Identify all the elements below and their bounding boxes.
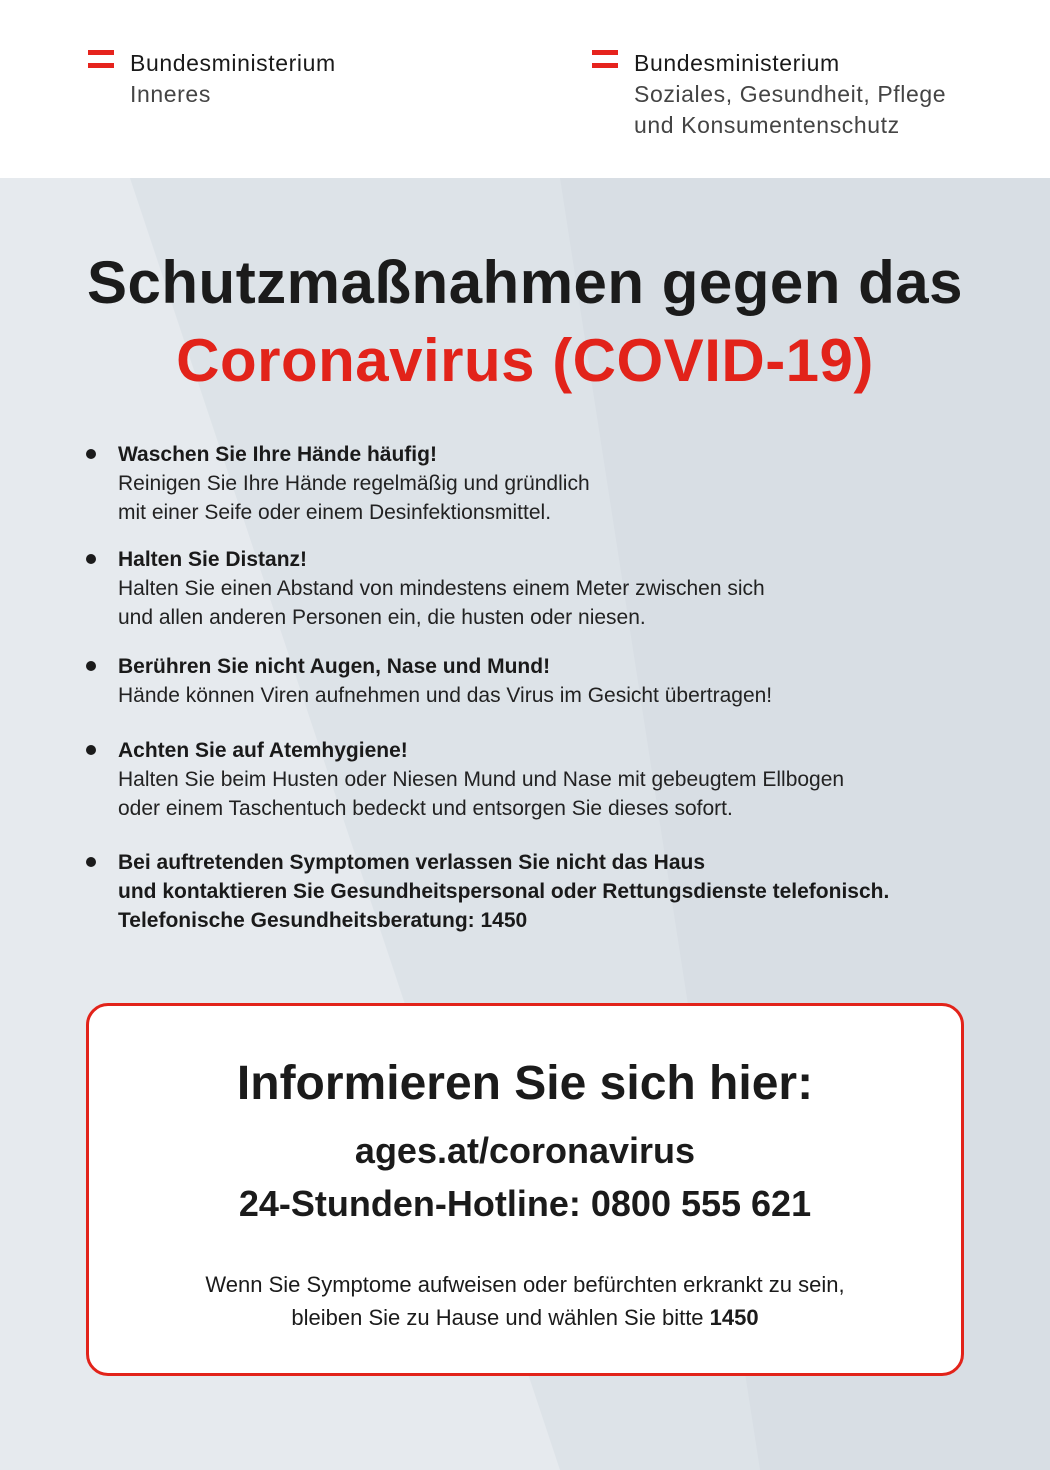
ministry-title: Bundesministerium: [634, 50, 840, 76]
item-text: Halten Sie beim Husten oder Niesen Mund und Nase mit gebeugtem Ellbogen: [118, 768, 845, 791]
poster-title: Schutzmaßnahmen gegen das: [87, 249, 963, 316]
ministry-name: [130, 48, 336, 110]
info-note-line: [89, 1301, 961, 1334]
bullet-icon: [86, 661, 96, 671]
poster-subtitle: Coronavirus (COVID-19): [176, 327, 874, 394]
bullet-icon: [86, 449, 96, 459]
ministry-name: [634, 48, 946, 141]
info-url-link[interactable]: ages.at/coronavirus: [354, 1130, 696, 1171]
austrian-flag-icon: [592, 50, 618, 68]
item-heading: Telefonische Gesundheitsberatung: 1450: [118, 909, 528, 932]
header: [0, 0, 1050, 178]
hotline-number: 24-Stunden-Hotline: 0800 555 621: [238, 1183, 812, 1224]
item-heading: Halten Sie Distanz!: [118, 548, 308, 571]
info-note: [89, 1268, 961, 1334]
item-heading: Achten Sie auf Atemhygiene!: [118, 739, 408, 762]
item-heading: Waschen Sie Ihre Hände häufig!: [118, 443, 437, 466]
ministry-department: Soziales, Gesundheit, Pflege: [634, 81, 947, 107]
ministry-title: Bundesministerium: [130, 50, 336, 76]
item-heading: Berühren Sie nicht Augen, Nase und Mund!: [118, 655, 551, 678]
info-note-text: bleiben Sie zu Hause und wählen Sie bitte: [291, 1305, 710, 1330]
austrian-flag-icon: [88, 50, 114, 68]
item-text: Hände können Viren aufnehmen und das Virus im Gesicht übertragen!: [118, 684, 773, 707]
info-box: [86, 1003, 964, 1376]
info-note-number: 1450: [709, 1305, 759, 1330]
item-text: oder einem Taschentuch bedeckt und entsorgen Sie dieses sofort.: [118, 797, 733, 820]
info-note-line: Wenn Sie Symptome aufweisen oder befürchten erkrankt zu sein,: [205, 1272, 845, 1297]
info-title: Informieren Sie sich hier:: [236, 1057, 814, 1110]
item-text: Reinigen Sie Ihre Hände regelmäßig und gründlich: [118, 472, 590, 495]
item-heading: und kontaktieren Sie Gesundheitspersonal oder Rettungsdienste telefonisch.: [118, 880, 890, 903]
item-text: und allen anderen Personen ein, die husten oder niesen.: [118, 606, 646, 629]
item-heading: Bei auftretenden Symptomen verlassen Sie nicht das Haus: [118, 851, 706, 874]
item-text: mit einer Seife oder einem Desinfektionsmittel.: [118, 501, 552, 524]
bullet-icon: [86, 554, 96, 564]
item-text: Halten Sie einen Abstand von mindestens einem Meter zwischen sich: [118, 577, 765, 600]
bullet-icon: [86, 857, 96, 867]
ministry-department: Inneres: [130, 81, 211, 107]
ministry-department-cont: und Konsumentenschutz: [634, 112, 900, 138]
bullet-icon: [86, 745, 96, 755]
